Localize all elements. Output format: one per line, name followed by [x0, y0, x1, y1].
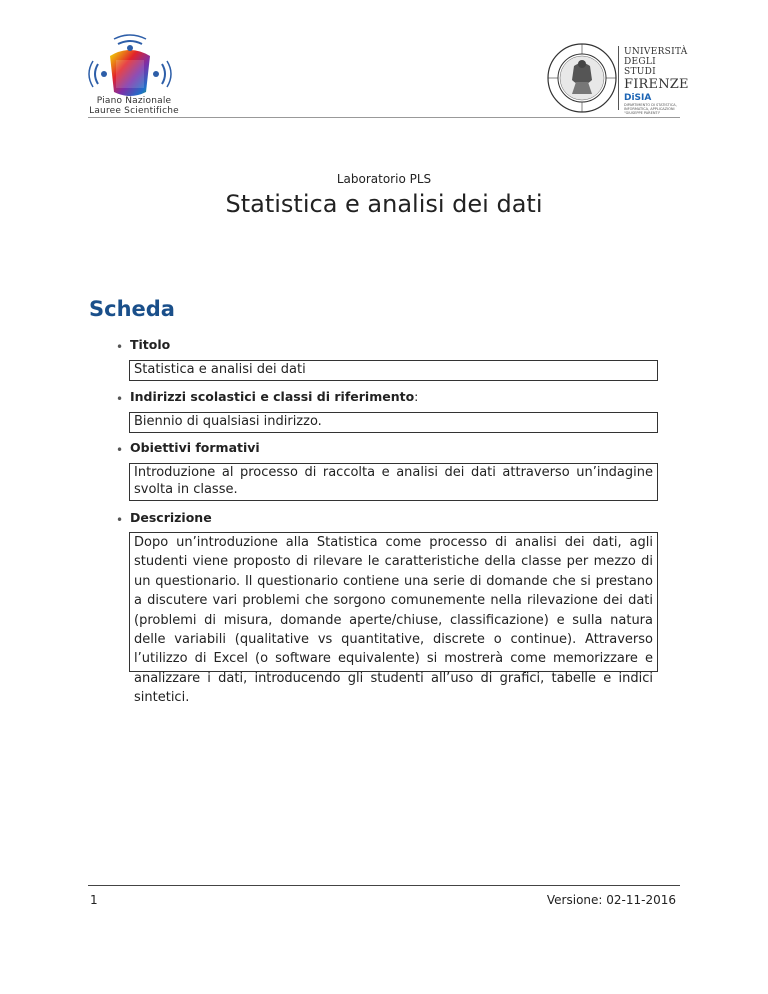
department-line1: DIPARTIMENTO DI STATISTICA, [624, 103, 677, 107]
item-heading-titolo: Titolo [130, 337, 171, 352]
section-title: Scheda [89, 297, 175, 321]
item-content-indirizzi: Biennio di qualsiasi indirizzo. [129, 412, 658, 433]
university-logo-divider [618, 46, 619, 110]
university-seal-logo [546, 42, 618, 114]
item-heading-indirizzi: Indirizzi scolastici e classi di riferimento: [130, 389, 419, 404]
department-line2: INFORMATICA, APPLICAZIONI [624, 107, 675, 111]
item-content-descrizione: Dopo un’introduzione alla Statistica come processo di analisi dei dati, agli studenti viene proposto di rilevare le caratteristiche della classe per mezzo di un questionario. Il questionario contiene una serie di domande che si prestano a discutere vari problemi che sorgono comunemente nella rilevazione dei dati (problemi di misura, domande aperte/chiuse, classificazione) e sulla natura delle variabili (qualitative vs quantitative, discrete o continue). Attraverso l’utilizzo di Excel (o software equivalente) si mostrerà come memorizzare e analizzare i dati, introducendo gli studenti all’uso di grafici, tabelle e indici sintetici. [129, 532, 658, 672]
bullet-icon: • [116, 513, 124, 527]
header-divider [88, 117, 680, 118]
department-acronym: DiSIA [624, 93, 652, 103]
item-heading-descrizione: Descrizione [130, 510, 212, 525]
item-heading-obiettivi: Obiettivi formativi [130, 440, 260, 455]
university-line2: DEGLI STUDI [624, 57, 657, 77]
pls-logo-text [86, 96, 182, 116]
university-line3: FIRENZE [624, 77, 689, 92]
university-line1: UNIVERSITÀ [624, 47, 688, 57]
department-line3: "GIUSEPPE PARENTI" [624, 111, 661, 115]
pls-logo-text-line2: Lauree Scientifiche [89, 106, 179, 116]
bullet-icon: • [116, 443, 124, 457]
document-kicker: Laboratorio PLS [336, 172, 432, 186]
document-title: Statistica e analisi dei dati [225, 190, 543, 218]
item-content-obiettivi: Introduzione al processo di raccolta e analisi dei dati attraverso un’indagine svolta in classe. [129, 463, 658, 501]
bullet-icon: • [116, 340, 124, 354]
item-content-titolo: Statistica e analisi dei dati [129, 360, 658, 381]
university-logo-text [624, 47, 689, 115]
version-label: Versione: 02-11-2016 [546, 893, 676, 907]
page-number: 1 [90, 893, 98, 907]
pls-logo-text-line1: Piano Nazionale [96, 96, 172, 106]
bullet-icon: • [116, 392, 124, 406]
footer-divider [88, 885, 680, 886]
